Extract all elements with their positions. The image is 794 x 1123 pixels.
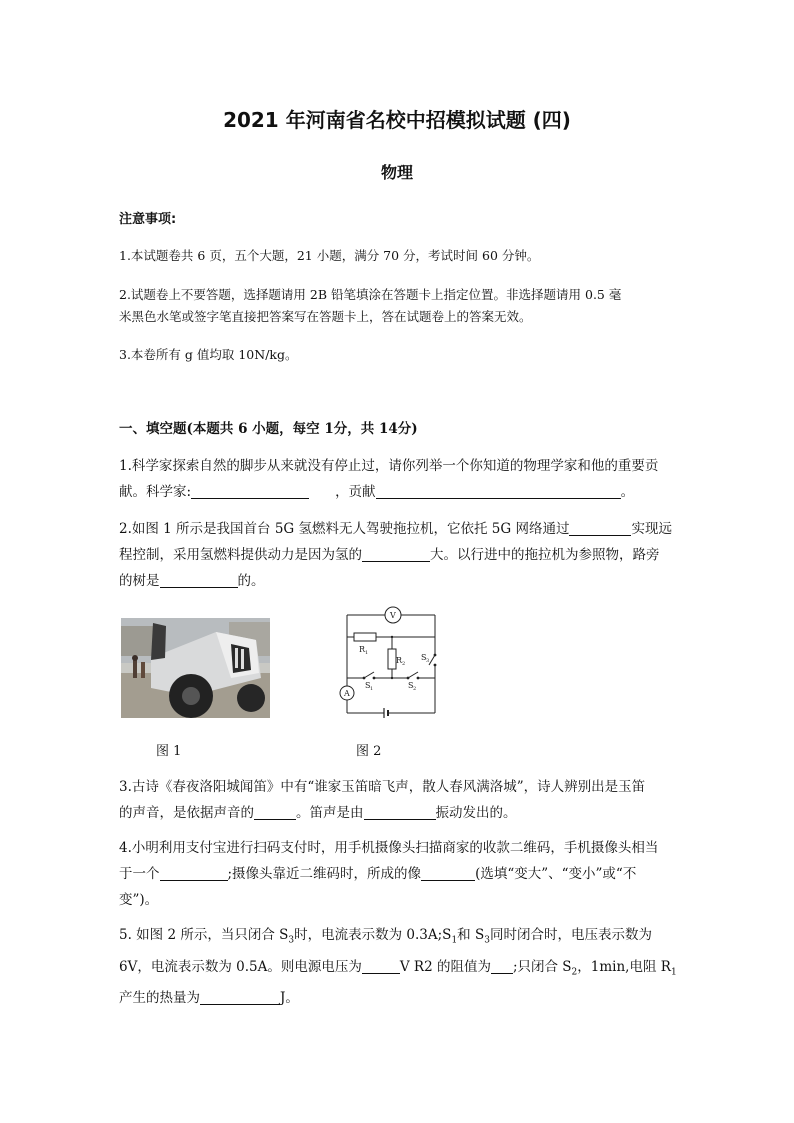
ammeter-label: A	[344, 689, 350, 698]
figure-2-caption: 图 2	[356, 744, 382, 759]
r1-sub: 1	[365, 650, 369, 656]
question-4	[119, 835, 679, 913]
q2-line-1	[119, 516, 679, 542]
q5-text-i: 产生的热量为	[119, 990, 200, 1007]
q5-line-2	[119, 954, 679, 986]
resistor-r2	[388, 649, 396, 669]
q2-blank-2[interactable]	[362, 545, 430, 562]
q5-blank-3[interactable]	[200, 988, 280, 1005]
q4-line-2	[119, 861, 679, 887]
figure-1-caption: 图 1	[156, 744, 182, 759]
q5-sub-5: 1	[670, 967, 677, 978]
q5-text-j: J。	[280, 990, 299, 1007]
q3-blank-2[interactable]	[364, 803, 436, 820]
q2-text-b: 实现远	[631, 521, 672, 537]
q4-blank-1[interactable]	[160, 864, 228, 881]
r1-label: R	[359, 645, 366, 654]
notice-item-1: 1.本试题卷共 6 页，五个大题，21 小题，满分 70 分，考试时间 60 分钟。	[119, 248, 540, 263]
q1-line-2	[119, 479, 679, 505]
q3-blank-1[interactable]	[254, 803, 296, 820]
figure-2-circuit-diagram	[330, 603, 445, 721]
q5-line-1	[119, 922, 679, 954]
q3-text-a: 的声音，是依据声音的	[119, 805, 254, 821]
q5-blank-2[interactable]	[491, 957, 513, 974]
switch-s3	[429, 655, 435, 665]
q4-line-1: 4.小明利用支付宝进行扫码支付时，用手机摄像头扫描商家的收款二维码，手机摄像头相当	[119, 840, 659, 856]
q5-text-d: 同时闭合时，电压表示数为	[489, 927, 652, 943]
q4-text-a: 于一个	[119, 866, 160, 882]
q1-blank-contribution[interactable]	[376, 482, 621, 499]
q3-text-b: 。笛声是由	[296, 805, 364, 821]
question-3	[119, 774, 679, 826]
q5-sub-1: 3	[288, 935, 295, 946]
q4-blank-2[interactable]	[421, 864, 475, 881]
q2-text-a: 2.如图 1 所示是我国首台 5G 氢燃料无人驾驶拖拉机，它依托 5G 网络通过	[119, 521, 570, 537]
q5-line-3	[119, 985, 679, 1011]
r2-sub: 2	[402, 661, 406, 667]
q2-blank-1[interactable]	[569, 519, 631, 536]
q2-blank-3[interactable]	[160, 571, 238, 588]
notice-item-3: 3.本卷所有 g 值均取 10N/kg。	[119, 347, 298, 362]
q5-blank-1[interactable]	[362, 957, 400, 974]
q2-text-c: 程控制，采用氢燃料提供动力是因为氢的	[119, 547, 362, 563]
q5-text-f: V R2 的阻值为	[399, 958, 491, 975]
s1-sub: 1	[370, 686, 374, 692]
section-heading: 一、填空题(本题共 6 小题，每空 1分，共 14分)	[119, 421, 418, 437]
q5-text-e: 6V，电流表示数为 0.5A。则电源电压为	[119, 958, 362, 975]
q1-text-b: ，贡献	[335, 484, 376, 500]
q3-text-c: 振动发出的。	[435, 805, 517, 821]
notice-item-2-line-2: 米黑色水笔或签字笔直接把答案写在答题卡上，答在试题卷上的答案无效。	[119, 309, 532, 324]
q4-line-3: 变”)。	[119, 892, 159, 908]
q5-text-g: ;只闭合 S	[512, 958, 572, 975]
exam-title: 2021 年河南省名校中招模拟试题 (四)	[223, 108, 571, 132]
q5-sub-3: 3	[484, 935, 490, 946]
q3-line-2	[119, 800, 679, 826]
resistor-r1	[354, 633, 376, 641]
q2-text-f: 的。	[237, 573, 265, 589]
q2-text-d: 大。以行进中的拖拉机为参照物，路旁	[430, 547, 660, 563]
q5-text-a: 5. 如图 2 所示，当只闭合 S	[119, 927, 289, 943]
q1-blank-scientist[interactable]	[191, 482, 309, 499]
s2-sub: 2	[413, 686, 417, 692]
q1-line-1: 1.科学家探索自然的脚步从来就没有停止过，请你列举一个你知道的物理学家和他的重要贡	[119, 458, 659, 474]
r2-label: R	[396, 656, 403, 665]
s2-label: S	[408, 681, 414, 690]
q2-line-3	[119, 568, 679, 594]
s3-sub: 3	[426, 658, 430, 664]
switch-s1	[364, 672, 374, 678]
q5-text-c: 和 S	[457, 927, 485, 943]
q5-text-b: 时，电流表示数为 0.3A;S	[294, 927, 452, 943]
q4-text-c: (选填“变大”、“变小”或“不	[475, 866, 637, 882]
q2-line-2	[119, 542, 679, 568]
s1-label: S	[365, 681, 371, 690]
q1-text-c: 。	[620, 484, 635, 500]
q5-sub-2: 1	[451, 935, 458, 946]
question-5	[119, 922, 679, 1011]
q4-text-b: ;摄像头靠近二维码时，所成的像	[227, 866, 422, 882]
q3-line-1: 3.古诗《春夜洛阳城闻笛》中有“谁家玉笛暗飞声，散人春风满洛城”，诗人辨别出是玉笛	[119, 779, 646, 795]
q5-sub-4: 2	[571, 967, 578, 978]
q1-text-a: 献。科学家:	[119, 484, 192, 500]
subject-title: 物理	[380, 163, 413, 182]
s3-label: S	[421, 653, 427, 662]
q2-text-e: 的树是	[119, 573, 160, 589]
notice-item-2-line-1: 2.试题卷上不要答题，选择题请用 2B 铅笔填涂在答题卡上指定位置。非选择题请用 0.5 毫	[119, 287, 622, 302]
voltmeter-label: V	[390, 611, 396, 620]
question-2	[119, 516, 679, 594]
figure-1-tractor-image	[121, 618, 270, 718]
question-1	[119, 453, 679, 505]
q5-text-h: ，1min,电阻 R	[577, 958, 671, 975]
notice-heading: 注意事项:	[119, 212, 177, 227]
switch-s2	[408, 672, 418, 678]
